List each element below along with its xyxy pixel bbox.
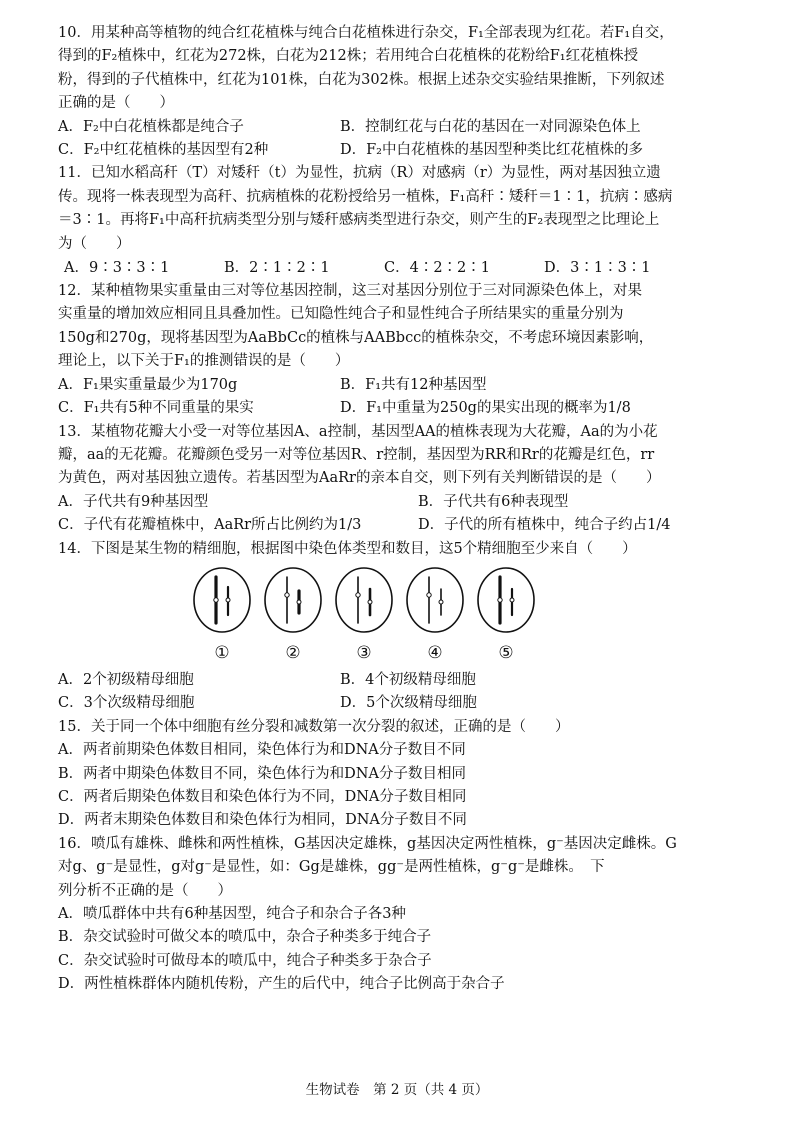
question-text-line: 为（ ）: [58, 235, 131, 252]
question-text-line: 得到的F₂植株中，红花为272株，白花为212株；若用纯合白花植株的花粉给F₁红花植株授: [58, 48, 639, 65]
option-a: A．F₁果实重量最少为170g: [58, 376, 238, 393]
options-row: [58, 514, 748, 537]
page-footer: 生物试卷 第 2 页（共 4 页）: [305, 1082, 489, 1098]
question-text-line: 实重量的增加效应相同且具叠加性。已知隐性纯合子和显性纯合子所结果实的重量分别为: [58, 306, 624, 323]
option-d: D．两者末期染色体数目和染色体行为相同，DNA分子数目不同: [58, 812, 467, 829]
question-text-line: 对g、g⁻是显性，g对g⁻是显性，如：Gg是雄株，gg⁻是两性植株，g⁻g⁻是雌株。 下: [58, 859, 605, 876]
option-a: A．两者前期染色体数目相同，染色体行为和DNA分子数目不同: [58, 742, 466, 759]
cell-3-outline: [336, 568, 392, 632]
options-row: [58, 669, 748, 692]
option-c: C．F₁共有5种不同重量的果实: [58, 400, 254, 417]
cell-label-3: ③: [356, 642, 372, 663]
question-text-line: 粉，得到的子代植株中，红花为101株，白花为302株。根据上述杂交实验结果推断，下列叙述: [58, 71, 665, 88]
question-16: [58, 833, 748, 997]
question-text-line: 13．某植物花瓣大小受一对等位基因A、a控制，基因型AA的植株表现为大花瓣，Aa的为小花: [58, 423, 658, 440]
question-15: [58, 716, 748, 833]
option-b: B．F₁共有12种基因型: [340, 376, 487, 393]
options-row: [58, 256, 748, 280]
options-row: [58, 397, 748, 420]
option-a: A．喷瓜群体中共有6种基因型，纯合子和杂合子各3种: [58, 906, 406, 922]
option-d: D．5个次级精母细胞: [340, 695, 477, 712]
question-text-line: 理论上，以下关于F₁的推测错误的是（ ）: [58, 353, 350, 370]
option-c: C．3个次级精母细胞: [58, 695, 195, 712]
cell-4-outline: [407, 568, 463, 632]
option-d: D．3∶1∶3∶1: [544, 260, 651, 277]
option-b: B．2∶1∶2∶1: [224, 260, 330, 277]
option-b: B．两者中期染色体数目不同，染色体行为和DNA分子数目相同: [58, 765, 466, 782]
exam-page: [58, 22, 748, 997]
question-text-line: 150g和270g，现将基因型为AaBbCc的植株与AABbcc的植株杂交，不考虑环境因素影响，: [58, 329, 654, 346]
question-10: [58, 22, 748, 162]
question-text-line: 12．某种植物果实重量由三对等位基因控制，这三对基因分别位于三对同源染色体上，对果: [58, 283, 642, 300]
options-row: [58, 491, 748, 514]
option-b: B．控制红花与白花的基因在一对同源染色体上: [340, 118, 641, 135]
option-c: C．F₂中红花植株的基因型有2种: [58, 142, 269, 159]
question-text-line: 正确的是（ ）: [58, 95, 174, 112]
sperm-cells-figure: [58, 563, 748, 669]
question-text-line: ＝3∶1。再将F₁中高秆抗病类型分别与矮秆感病类型进行杂交，则产生的F₂表现型之比理论上: [58, 212, 660, 229]
cell-label-4: ④: [427, 642, 443, 663]
sperm-cells-diagram: [188, 565, 548, 665]
question-text-line: 列分析不正确的是（ ）: [58, 882, 232, 899]
cell-label-2: ②: [285, 642, 301, 663]
option-a: A．子代共有9种基因型: [58, 493, 209, 510]
option-d: D．子代的所有植株中，纯合子约占1/4: [418, 517, 671, 534]
cell-1-outline: [194, 568, 250, 632]
question-text-line: 传。现将一株表现型为高秆、抗病植株的花粉授给另一植株，F₁高秆∶矮秆＝1∶1，抗病∶感病: [58, 188, 673, 205]
question-text-line: 10．用某种高等植物的纯合红花植株与纯合白花植株进行杂交，F₁全部表现为红花。若F₁自交，: [58, 25, 674, 41]
question-12: [58, 280, 748, 420]
option-a: A．2个初级精母细胞: [58, 671, 194, 688]
question-14: [58, 538, 748, 716]
cell-label-5: ⑤: [498, 642, 514, 663]
options-row: [58, 374, 748, 397]
option-b: B．4个初级精母细胞: [340, 671, 476, 688]
question-text-line: 14．下图是某生物的精细胞，根据图中染色体类型和数目，这5个精细胞至少来自（ ）: [58, 540, 637, 557]
option-c: C．两者后期染色体数目和染色体行为不同，DNA分子数目相同: [58, 788, 467, 805]
option-d: D．F₂中白花植株的基因型种类比红花植株的多: [340, 142, 643, 159]
question-text-line: 为黄色，两对基因独立遗传。若基因型为AaRr的亲本自交，则下列有关判断错误的是（ ）: [58, 470, 661, 487]
options-row: [58, 692, 748, 715]
cell-5-outline: [478, 568, 534, 632]
option-c: C．杂交试验时可做母本的喷瓜中，纯合子种类多于杂合子: [58, 952, 432, 969]
option-c: C．子代有花瓣植株中，AaRr所占比例约为1/3: [58, 517, 362, 534]
cell-label-1: ①: [214, 642, 230, 663]
option-d: D．F₁中重量为250g的果实出现的概率为1/8: [340, 400, 631, 417]
option-b: B．杂交试验时可做父本的喷瓜中，杂合子种类多于纯合子: [58, 929, 432, 946]
question-text-line: 瓣，aa的无花瓣。花瓣颜色受另一对等位基因R、r控制，基因型为RR和Rr的花瓣是红色，rr: [58, 446, 655, 463]
option-a: A．9∶3∶3∶1: [64, 260, 170, 277]
option-a: A．F₂中白花植株都是纯合子: [58, 118, 244, 135]
question-text-line: 16．喷瓜有雄株、雌株和两性植株，G基因决定雄株，g基因决定两性植株，g⁻基因决定雌株。G: [58, 835, 677, 852]
question-11: [58, 162, 748, 280]
question-text-line: 15．关于同一个体中细胞有丝分裂和减数第一次分裂的叙述，正确的是（ ）: [58, 718, 570, 735]
option-d: D．两性植株群体内随机传粉，产生的后代中，纯合子比例高于杂合子: [58, 976, 505, 993]
cell-2-outline: [265, 568, 321, 632]
question-text-line: 11．已知水稻高秆（T）对矮秆（t）为显性，抗病（R）对感病（r）为显性，两对基因独立遗: [58, 165, 661, 182]
option-b: B．子代共有6种表现型: [418, 493, 569, 510]
options-row: [58, 116, 748, 139]
options-row: [58, 139, 748, 162]
option-c: C．4∶2∶2∶1: [384, 260, 490, 277]
question-13: [58, 421, 748, 538]
